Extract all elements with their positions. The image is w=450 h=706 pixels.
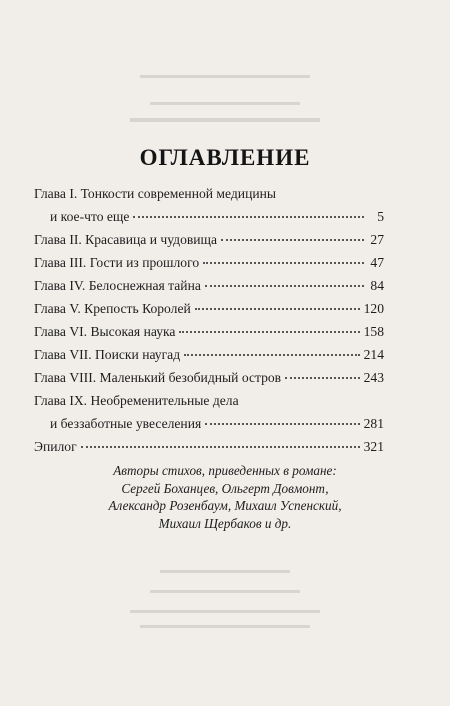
toc-page-number: 243 xyxy=(363,370,384,385)
toc-page-number: 158 xyxy=(363,324,384,339)
dot-leader xyxy=(221,238,364,241)
toc-entry-title: Глава III. Гости из прошлого xyxy=(34,255,200,270)
toc-page-number: 281 xyxy=(363,416,384,431)
dot-leader xyxy=(205,284,364,287)
toc-page-number: 321 xyxy=(363,439,384,454)
toc-entry xyxy=(34,323,384,340)
toc-entry xyxy=(34,254,384,271)
toc-entry-lead-line: Глава IX. Необременительные дела xyxy=(34,393,239,408)
toc-entry xyxy=(50,415,384,432)
toc-entry xyxy=(34,231,384,248)
show-through-line xyxy=(130,610,320,613)
dot-leader xyxy=(179,330,359,333)
show-through-line xyxy=(150,590,300,593)
credits-line: Александр Розенбаум, Михаил Успенский, xyxy=(108,498,342,513)
toc-page-number: 27 xyxy=(370,232,384,247)
credits-heading: Авторы стихов, приведенных в романе: xyxy=(113,463,337,478)
dot-leader xyxy=(205,422,359,425)
toc-page-number: 47 xyxy=(370,255,384,270)
toc-entry xyxy=(34,277,384,294)
dot-leader xyxy=(195,307,360,310)
dot-leader xyxy=(81,445,360,448)
toc-entry-title: и беззаботные увеселения xyxy=(50,416,202,431)
toc-entry xyxy=(34,369,384,386)
dot-leader xyxy=(133,215,364,218)
show-through-line xyxy=(140,625,310,628)
show-through-line xyxy=(160,570,290,573)
toc-entry-title: Глава VII. Поиски наугад xyxy=(34,347,181,362)
toc-page-number: 120 xyxy=(363,301,384,316)
toc-entry xyxy=(50,208,384,225)
dot-leader xyxy=(285,376,360,379)
show-through-line xyxy=(150,102,300,105)
toc-entry-title: Глава IV. Белоснежная тайна xyxy=(34,278,201,293)
credits-line: Сергей Боханцев, Ольгерт Довмонт, xyxy=(121,480,329,496)
toc-entry-title: Глава VI. Высокая наука xyxy=(34,324,176,339)
dot-leader xyxy=(184,353,359,356)
toc-entry-title: Глава V. Крепость Королей xyxy=(34,301,191,316)
show-through-line xyxy=(130,118,320,122)
toc-page-number: 5 xyxy=(377,209,384,224)
toc-entry xyxy=(34,438,384,455)
toc-entry xyxy=(34,300,384,317)
page-title: ОГЛАВЛЕНИЕ xyxy=(139,145,311,170)
toc-page-number: 214 xyxy=(363,347,384,362)
dot-leader xyxy=(203,261,364,264)
poetry-credits xyxy=(0,462,450,532)
toc-entry-title: и кое-что еще xyxy=(50,209,130,224)
toc-page-number: 84 xyxy=(370,278,384,293)
toc-entry-lead-line: Глава I. Тонкости современной медицины xyxy=(34,186,277,201)
credits-line: Михаил Щербаков и др. xyxy=(158,515,292,531)
toc-entry-title: Глава VIII. Маленький безобидный остров xyxy=(34,370,282,385)
toc-entry-title: Эпилог xyxy=(34,439,77,454)
show-through-line xyxy=(140,75,310,78)
toc-entry-title: Глава II. Красавица и чудовища xyxy=(34,232,218,247)
toc-entry xyxy=(34,346,384,363)
